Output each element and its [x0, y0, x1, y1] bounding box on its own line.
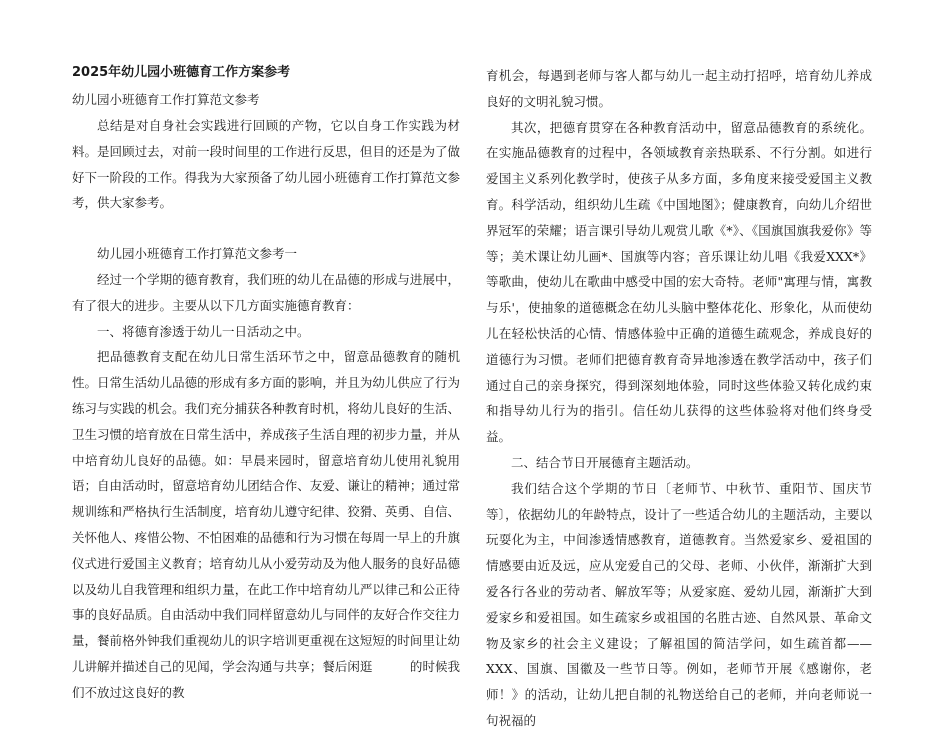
left-column [72, 63, 460, 706]
heading-one: 一、将德育渗透于幼儿一日活动之中。 [97, 323, 310, 339]
heading-two: 二、结合节日开展德育主题活动。 [511, 454, 699, 470]
spacer [72, 216, 460, 241]
paragraph-festivals: 我们结合这个学期的节日〔老师节、中秋节、重阳节、国庆节等〕，依据幼儿的年龄特点，设计了一些适合幼儿的主题活动，主要以玩耍化为主，中间渗透情感教育，道德教育。当然爱家乡、爱祖国的情感要由近及远，应从宠爱自己的父母、老师、小伙伴，渐渐扩大到爱各行各业的劳动者、解放军等；从爱家庭、爱幼儿园，渐渐扩大到爱家乡和爱祖国。如生疏家乡或祖国的名胜古迹、自然风景、革命文物及家乡的社会主义建设；了解祖国的简洁学问，如生疏首都——XXX、国旗、国徽及一些节日等。例如，老师节开展《感谢你，老师！》的活动，让幼儿把自制的礼物送给自己的老师，并向老师说一句祝福的 [486, 480, 872, 728]
paragraph-activities: 其次，把德育贯穿在各种教育活动中，留意品德教育的系统化。在实施品德教育的过程中，各领域教育亲热联系、不行分割。如进行爱国主义系列化教学时，使孩子从多方面，多角度来接受爱国主义教育。科学活动，组织幼儿生疏《中国地图》；健康教育，向幼儿介绍世界冠军的荣耀；语言课引导幼儿观赏儿歌《*》、《国旗国旗我爱你》等等；美术课让幼儿画*、国旗等内容；音乐课让幼儿唱《我爱XXX*》等歌曲，使幼儿在歌曲中感受中国的宏大奇特。老师"寓理与情，寓教与乐'，使抽象的道德概念在幼儿头脑中整体花化、形象化，从而使幼儿在轻松快活的心情、情感体验中正确的道德生疏观念，养成良好的道德行为习惯。老师们把德育教育奇异地渗透在教学活动中，孩子们通过自己的亲身探究，得到深刻地体验，同时这些体验又转化成约束和指导幼儿行为的指引。信任幼儿获得的这些体验将对他们终身受益。 [486, 119, 872, 445]
right-column [486, 63, 872, 734]
paragraph-progress: 经过一个学期的德育教育，我们班的幼儿在品德的形成与进展中，有了很大的进步。主要从以下几方面实施德育教育： [72, 271, 460, 313]
paragraph-continued: 育机会，每遇到老师与客人都与幼儿一起主动打招呼，培育幼儿养成良好的文明礼貌习惯。 [486, 68, 872, 109]
document-subtitle: 幼儿园小班德育工作打算范文参考 [72, 92, 260, 107]
paragraph-daily-life: 把品德教育支配在幼儿日常生活环节之中，留意品德教育的随机性。日常生活幼儿品德的形成有多方面的影响，并且为幼儿供应了行为练习与实践的机会。我们充分捕获各种教育时机，将幼儿良好的生活、卫生习惯的培育放在日常生活中，养成孩子生活自理的初步力量，并从中培育幼儿良好的品德。如：早晨来园时，留意培育幼儿使用礼貌用语；自由活动时，留意培育幼儿团结合作、友爱、谦让的精神；通过常规训练和严格执行生活制度，培育幼儿遵守纪律、狡猾、英勇、自信、关怀他人、疼惜公物、不怕困难的品德和行为习惯在每周一早上的升旗仪式进行爱国主义教育；培育幼儿从小爱劳动及为他人服务的良好品德以及幼儿自我管理和组织力量，在此工作中培育幼儿严以律己和公正待事的良好品质。自由活动中我们同样留意幼儿与同伴的友好合作交往力量，餐前格外钟我们重视幼儿的识字培训更重视在这短短的时间里让幼儿讲解并描述自己的见闻，学会沟通与共享；餐后闲逛 的时候我们不放过这良好的教 [72, 349, 460, 700]
document-title: 2025年幼儿园小班德育工作方案参考 [72, 65, 291, 80]
section-title: 幼儿园小班德育工作打算范文参考一 [97, 246, 298, 262]
intro-paragraph: 总结是对自身社会实践进行回顾的产物，它以自身工作实践为材料。是回顾过去，对前一段时间里的工作进行反思，但目的还是为了做好下一阶段的工作。得我为大家预备了幼儿园小班德育工作打算范文参考，供大家参考。 [72, 118, 460, 211]
